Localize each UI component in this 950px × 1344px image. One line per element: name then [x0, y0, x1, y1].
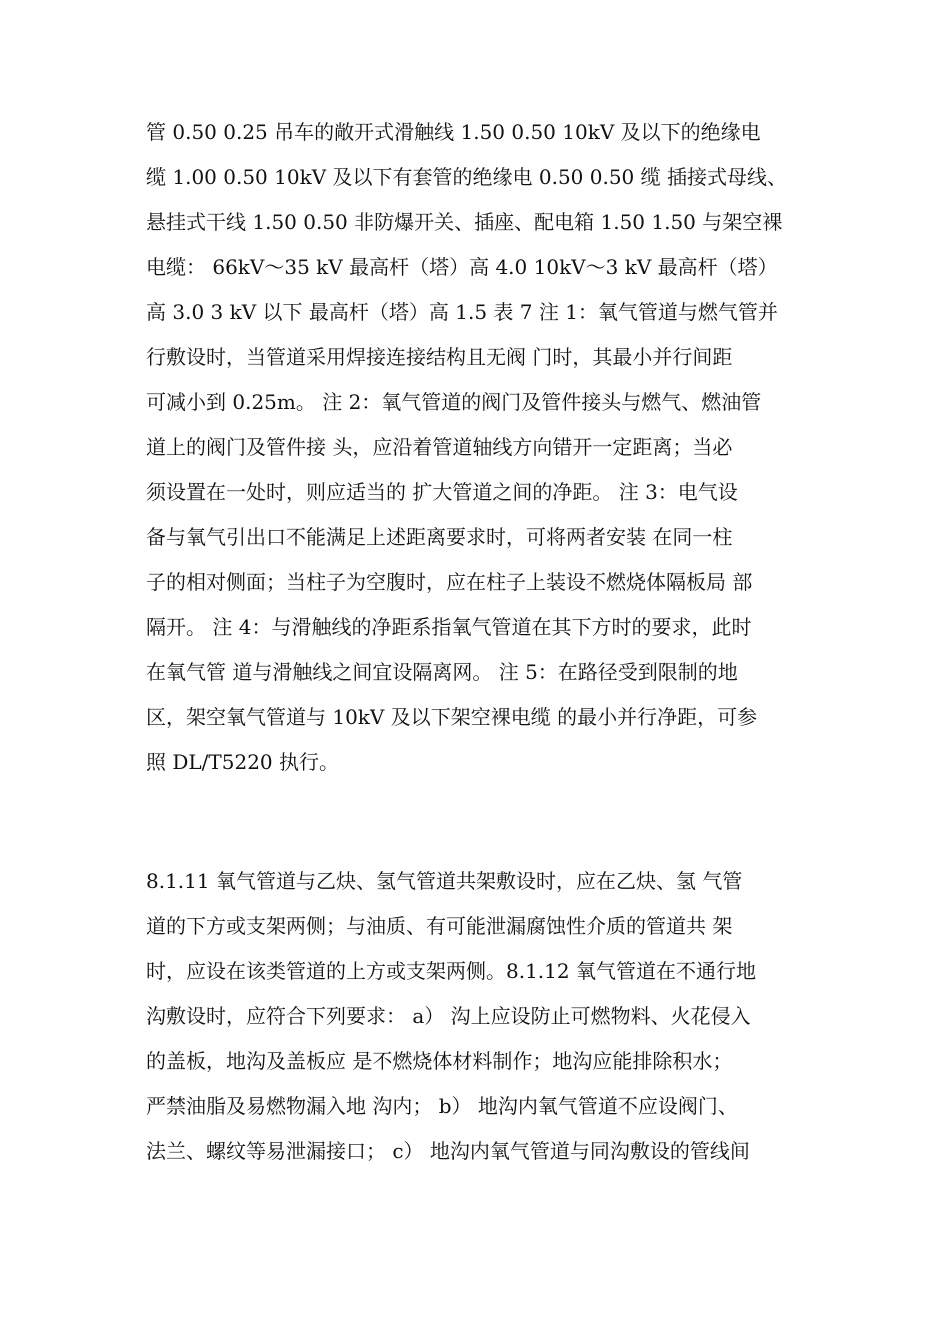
text-line: 高 3.0 3 kV 以下 最高杆（塔）高 1.5 表 7 注 1：氧气管道与燃气管并	[146, 300, 778, 324]
text-line: 照 DL/T5220 执行。	[146, 750, 340, 774]
text-line: 管 0.50 0.25 吊车的敞开式滑触线 1.50 0.50 10kV 及以下的绝缘电	[146, 120, 761, 144]
text-line: 法兰、螺纹等易泄漏接口； c） 地沟内氧气管道与同沟敷设的管线间	[146, 1139, 750, 1163]
text-line: 须设置在一处时，则应适当的 扩大管道之间的净距。 注 3：电气设	[146, 480, 738, 504]
text-line: 备与氧气引出口不能满足上述距离要求时，可将两者安装 在同一柱	[146, 525, 733, 549]
text-line: 悬挂式干线 1.50 0.50 非防爆开关、插座、配电箱 1.50 1.50 与架空裸	[146, 210, 783, 234]
text-line: 子的相对侧面；当柱子为空腹时，应在柱子上装设不燃烧体隔板局 部	[146, 570, 753, 594]
text-line: 在氧气管 道与滑触线之间宜设隔离网。 注 5：在路径受到限制的地	[146, 660, 738, 684]
text-line: 行敷设时，当管道采用焊接连接结构且无阀 门时，其最小并行间距	[146, 345, 733, 369]
paragraph-pipe-spacing-notes	[146, 110, 810, 785]
text-line: 道上的阀门及管件接 头，应沿着管道轴线方向错开一定距离；当必	[146, 435, 733, 459]
text-line: 可减小到 0.25m。 注 2：氧气管道的阀门及管件接头与燃气、燃油管	[146, 390, 762, 414]
text-line: 道的下方或支架两侧；与油质、有可能泄漏腐蚀性介质的管道共 架	[146, 914, 733, 938]
text-line: 电缆： 66kV～35 kV 最高杆（塔）高 4.0 10kV～3 kV 最高杆（塔）	[146, 255, 778, 279]
text-line: 8.1.11 氧气管道与乙炔、氢气管道共架敷设时，应在乙炔、氢 气管	[146, 869, 743, 893]
text-line: 严禁油脂及易燃物漏入地 沟内； b） 地沟内氧气管道不应设阀门、	[146, 1094, 738, 1118]
text-line: 区，架空氧气管道与 10kV 及以下架空裸电缆 的最小并行净距，可参	[146, 705, 758, 729]
text-line: 沟敷设时，应符合下列要求： a） 沟上应设防止可燃物料、火花侵入	[146, 1004, 751, 1028]
text-line: 隔开。 注 4：与滑触线的净距系指氧气管道在其下方时的要求，此时	[146, 615, 752, 639]
text-line: 时，应设在该类管道的上方或支架两侧。8.1.12 氧气管道在不通行地	[146, 959, 756, 983]
text-line: 的盖板，地沟及盖板应 是不燃烧体材料制作；地沟应能排除积水；	[146, 1049, 733, 1073]
text-line: 缆 1.00 0.50 10kV 及以下有套管的绝缘电 0.50 0.50 缆 插接式母线、	[146, 165, 787, 189]
paragraph-section-8-1-11	[146, 859, 810, 1174]
